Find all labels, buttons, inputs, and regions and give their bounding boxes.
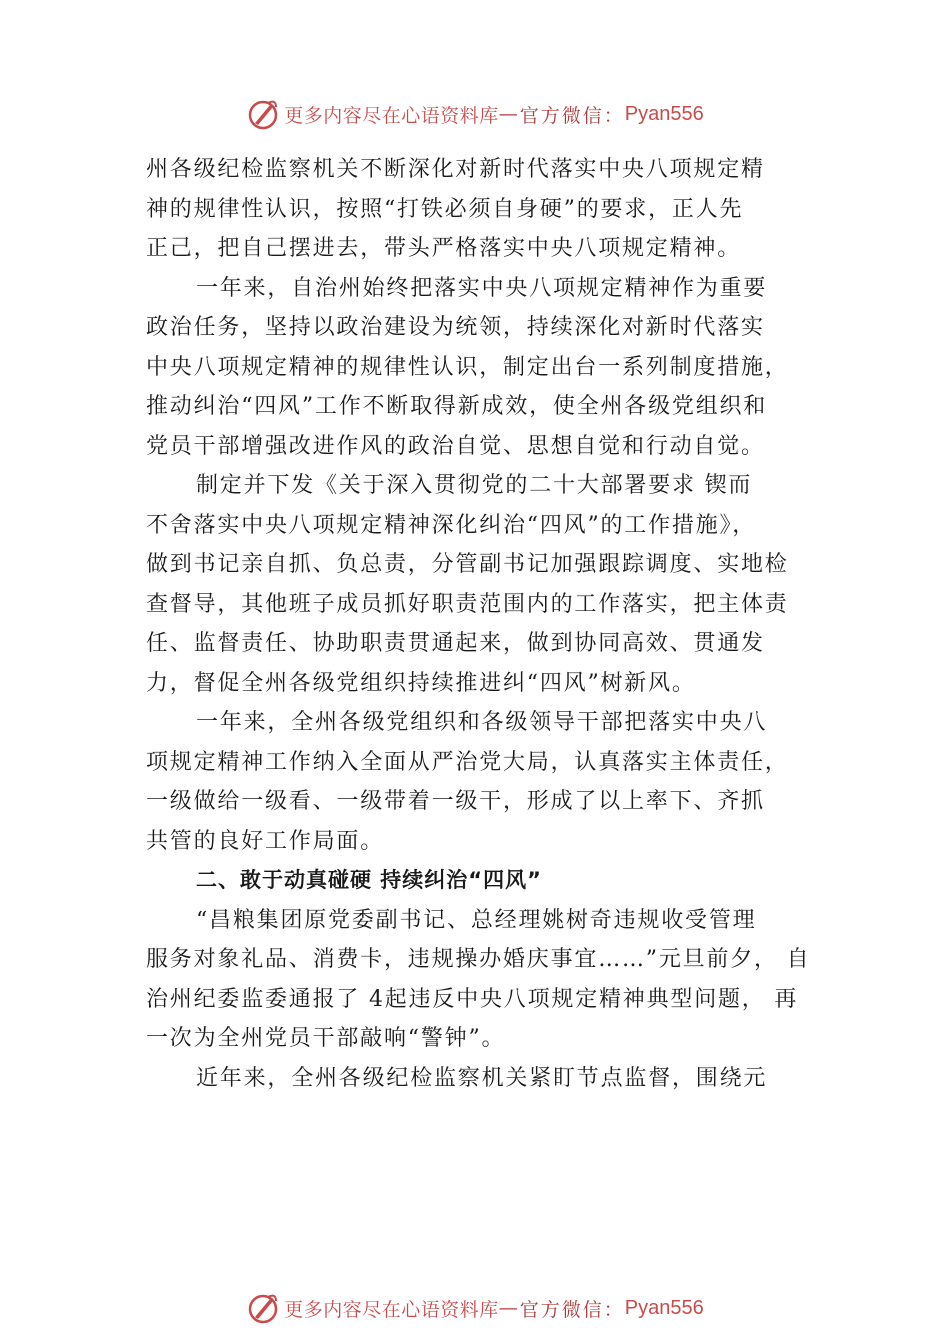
paragraph-4 [146,703,826,861]
text-line: 不舍落实中央八项规定精神深化纠治“四风”的工作措施》， [146,512,757,538]
text-line: 近年来，全州各级纪检监察机关紧盯节点监督，围绕元 [196,1065,768,1091]
paragraph-6 [146,1059,826,1099]
text-line: 党员干部增强改进作风的政治自觉、思想自觉和行动自觉。 [146,433,765,459]
document-body [146,150,826,1098]
watermark-footer [0,1288,950,1328]
watermark-separator: — [498,1297,520,1319]
paragraph-2 [146,269,826,467]
watermark-official: 官方微信： [519,104,625,127]
text-line: 一年来，自治州始终把落实中央八项规定精神作为重要 [196,275,768,301]
text-line: 任、监督责任、协助职责贯通起来，做到协同高效、贯通发 [146,631,765,656]
text-line: 一次为全州党员干部敲响“警钟”。 [146,1026,506,1051]
text-line: 州各级纪检监察机关不断深化对新时代落实中央八项规定精 [146,157,765,182]
paragraph-1 [146,150,826,269]
watermark-text: 更多内容尽在心语资料库 [284,104,499,127]
text-line: “昌粮集团原党委副书记、总经理姚树奇违规收受管理 [196,907,757,933]
text-line: 共管的良好工作局面。 [146,828,385,854]
watermark-header [0,94,950,134]
watermark-wechat-id: Pyan556 [624,1296,704,1319]
watermark-text: 更多内容尽在心语资料库 [284,1298,499,1321]
text-line: 治州纪委监委通报了 4起违反中央八项规定精神典型问题， 再 [146,986,799,1012]
watermark-separator: — [498,103,520,125]
text-line: 推动纠治“四风”工作不断取得新成效，使全州各级党组织和 [146,394,768,419]
paragraph-3 [146,466,826,703]
paragraph-5 [146,901,826,1059]
quill-logo-icon [246,1291,280,1325]
section-heading: 二、敢于动真碰硬 持续纠治“四风” [196,868,542,892]
text-line: 政治任务，坚持以政治建设为统领，持续深化对新时代落实 [146,315,765,340]
text-line: 一年来，全州各级党组织和各级领导干部把落实中央八 [196,710,768,735]
watermark-official: 官方微信： [519,1298,625,1321]
text-line: 查督导，其他班子成员抓好职责范围内的工作落实，把主体责 [146,591,789,617]
quill-logo-icon [246,97,280,131]
text-line: 神的规律性认识，按照“打铁必须自身硬”的要求，正人先 [146,196,744,222]
text-line: 制定并下发《关于深入贯彻党的二十大部署要求 锲而 [196,473,753,498]
watermark-wechat-id: Pyan556 [624,102,704,125]
text-line: 中央八项规定精神的规律性认识，制定出台一系列制度措施， [146,354,789,380]
text-line: 做到书记亲自抓、负总责，分管副书记加强跟踪调度、实地检 [146,552,789,577]
text-line: 正己，把自己摆进去，带头严格落实中央八项规定精神。 [146,236,742,261]
text-line: 服务对象礼品、消费卡，违规操办婚庆事宜……”元旦前夕， 自 [146,947,811,972]
text-line: 一级做给一级看、一级带着一级干，形成了以上率下、齐抓 [146,789,765,814]
text-line: 力，督促全州各级党组织持续推进纠“四风”树新风。 [146,670,696,696]
text-line: 项规定精神工作纳入全面从严治党大局，认真落实主体责任， [146,749,789,775]
